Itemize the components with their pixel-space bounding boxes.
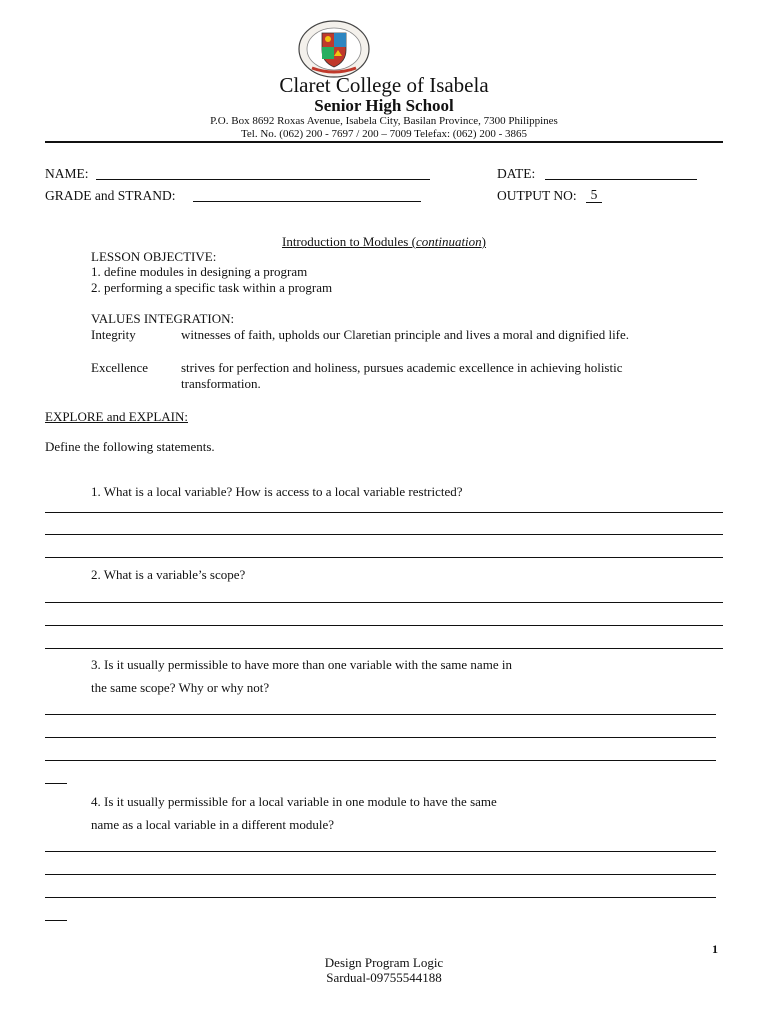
section-heading: EXPLORE and EXPLAIN: <box>45 409 188 424</box>
date-input-line[interactable] <box>545 179 697 180</box>
footer-author: Sardual-09755544188 <box>326 970 442 985</box>
objective-item: 2. performing a specific task within a program <box>91 280 333 295</box>
question-2-text: 2. What is a variable’s scope? <box>91 567 246 582</box>
answer-line[interactable] <box>45 557 723 558</box>
question-3-text: 3. Is it usually permissible to have more than one variable with the same name in <box>91 657 512 672</box>
date-label: DATE: <box>497 166 536 181</box>
question-1-text: 1. What is a local variable? How is access to a local variable restricted? <box>91 484 463 499</box>
values-heading: VALUES INTEGRATION: <box>91 311 235 326</box>
page-number: 1 <box>712 942 718 956</box>
answer-line[interactable] <box>45 714 716 715</box>
value-desc-excellence: strives for perfection and holiness, pursues academic excellence in achieving holistic transformation. <box>181 360 623 391</box>
question-3-text-cont: the same scope? Why or why not? <box>91 680 270 695</box>
lesson-title-close: ) <box>481 234 487 249</box>
header-divider <box>45 141 723 143</box>
grade-strand-input-line[interactable] <box>193 201 421 202</box>
answer-line[interactable] <box>45 534 723 535</box>
name-input-line[interactable] <box>96 179 430 180</box>
school-seal-logo <box>298 20 370 78</box>
objective-item: 1. define modules in designing a program <box>91 264 308 279</box>
answer-line[interactable] <box>45 737 716 738</box>
answer-line[interactable] <box>45 625 723 626</box>
answer-line-short[interactable] <box>45 920 67 921</box>
answer-line[interactable] <box>45 874 716 875</box>
instruction-text: Define the following statements. <box>45 439 215 454</box>
value-desc-integrity: witnesses of faith, upholds our Claretian principle and lives a moral and dignified life. <box>181 327 630 342</box>
footer-course: Design Program Logic <box>324 955 444 970</box>
grade-strand-label: GRADE and STRAND: <box>45 188 176 203</box>
school-address: P.O. Box 8692 Roxas Avenue, Isabela City, Basilan Province, 7300 Philippines <box>210 115 558 127</box>
school-contact: Tel. No. (062) 200 - 7697 / 200 – 7009 Telefax: (062) 200 - 3865 <box>240 128 528 140</box>
lesson-title <box>0 234 768 250</box>
question-4-text: 4. Is it usually permissible for a local variable in one module to have the same <box>91 794 497 809</box>
answer-line[interactable] <box>45 512 723 513</box>
answer-line-short[interactable] <box>45 783 67 784</box>
value-term-integrity: Integrity <box>91 327 136 342</box>
school-division: Senior High School <box>314 96 454 115</box>
output-no-label: OUTPUT NO: <box>497 188 577 203</box>
lesson-title-emphasis: continuation <box>415 234 482 249</box>
answer-line[interactable] <box>45 760 716 761</box>
answer-line[interactable] <box>45 648 723 649</box>
answer-line[interactable] <box>45 851 716 852</box>
name-label: NAME: <box>45 166 89 181</box>
objective-heading: LESSON OBJECTIVE: <box>91 249 217 264</box>
school-name: Claret College of Isabela <box>279 73 489 97</box>
value-term-excellence: Excellence <box>91 360 149 375</box>
question-4-text-cont: name as a local variable in a different module? <box>91 817 335 832</box>
lesson-title-main: Introduction to Modules ( <box>281 234 416 249</box>
answer-line[interactable] <box>45 602 723 603</box>
answer-line[interactable] <box>45 897 716 898</box>
output-no-value: 5 <box>586 188 602 203</box>
